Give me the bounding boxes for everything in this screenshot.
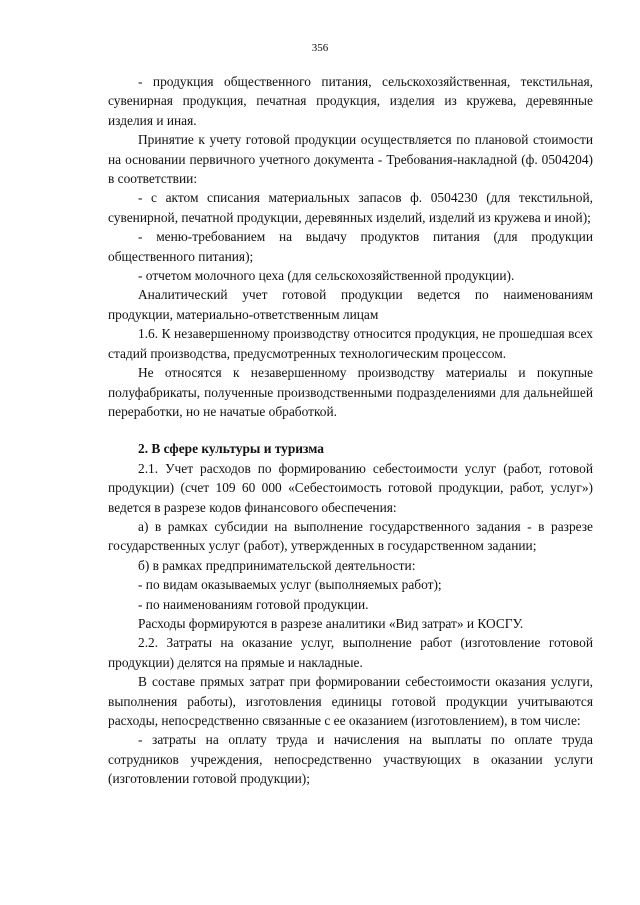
paragraph: В составе прямых затрат при формировании себестоимости оказания услуги, выполнения работы), изготовления единицы готовой продукции учитываются расходы, непосредственно связанные с ее оказанием (изготовлением), в том числе: xyxy=(108,674,593,728)
section-heading: 2. В сфере культуры и туризма xyxy=(138,441,324,457)
paragraph: - меню-требованием на выдачу продуктов питания (для продукции общественного питания); xyxy=(108,229,593,264)
paragraph: - затраты на оплату труда и начисления на выплаты по оплате труда сотрудников учреждения, непосредственно участвующих в оказании услуги (изготовлении готовой продукции); xyxy=(108,732,593,787)
paragraph: - продукция общественного питания, сельскохозяйственная, текстильная, сувенирная продукция, печатная продукция, изделия из кружева, деревянные изделия и иная. xyxy=(108,74,593,128)
paragraph: - отчетом молочного цеха (для сельскохозяйственной продукции). xyxy=(138,268,515,284)
document-body xyxy=(108,72,593,789)
paragraph: Расходы формируются в разрезе аналитики «Вид затрат» и КОСГУ. xyxy=(138,615,524,631)
paragraph: Принятие к учету готовой продукции осуществляется по плановой стоимости на основании первичного учетного документа - Требования-накладной (ф. 0504204) в соответствии: xyxy=(108,132,593,187)
paragraph: - по видам оказываемых услуг (выполняемых работ); xyxy=(138,577,442,593)
paragraph: а) в рамках субсидии на выполнение государственного задания - в разрезе государственных услуг (работ), утвержденных в государственном задании; xyxy=(108,518,593,554)
paragraph: 1.6. К незавершенному производству относится продукция, не прошедшая всех стадий производства, предусмотренных технологическим процессом. xyxy=(108,326,593,361)
paragraph: - с актом списания материальных запасов ф. 0504230 (для текстильной, сувенирной, печатной продукции, деревянных изделий, изделий из кружева и иной); xyxy=(108,190,593,225)
paragraph: 2.1. Учет расходов по формированию себестоимости услуг (работ, готовой продукции) (счет 109 60 000 «Себестоимость готовой продукции, работ, услуг») ведется в разрезе кодов финансового обеспечения: xyxy=(108,460,593,515)
paragraph: - по наименованиям готовой продукции. xyxy=(138,596,369,612)
page-number: 356 xyxy=(311,42,329,54)
paragraph: 2.2. Затраты на оказание услуг, выполнение работ (изготовление готовой продукции) делятся на прямые и накладные. xyxy=(108,635,593,670)
paragraph: б) в рамках предпринимательской деятельности: xyxy=(138,557,416,573)
paragraph: Аналитический учет готовой продукции ведется по наименованиям продукции, материально-ответственным лицам xyxy=(108,287,593,322)
paragraph: Не относятся к незавершенному производству материалы и покупные полуфабрикаты, полученные производственными подразделениями для дальнейшей переработки, но не начатые обработкой. xyxy=(108,365,593,419)
